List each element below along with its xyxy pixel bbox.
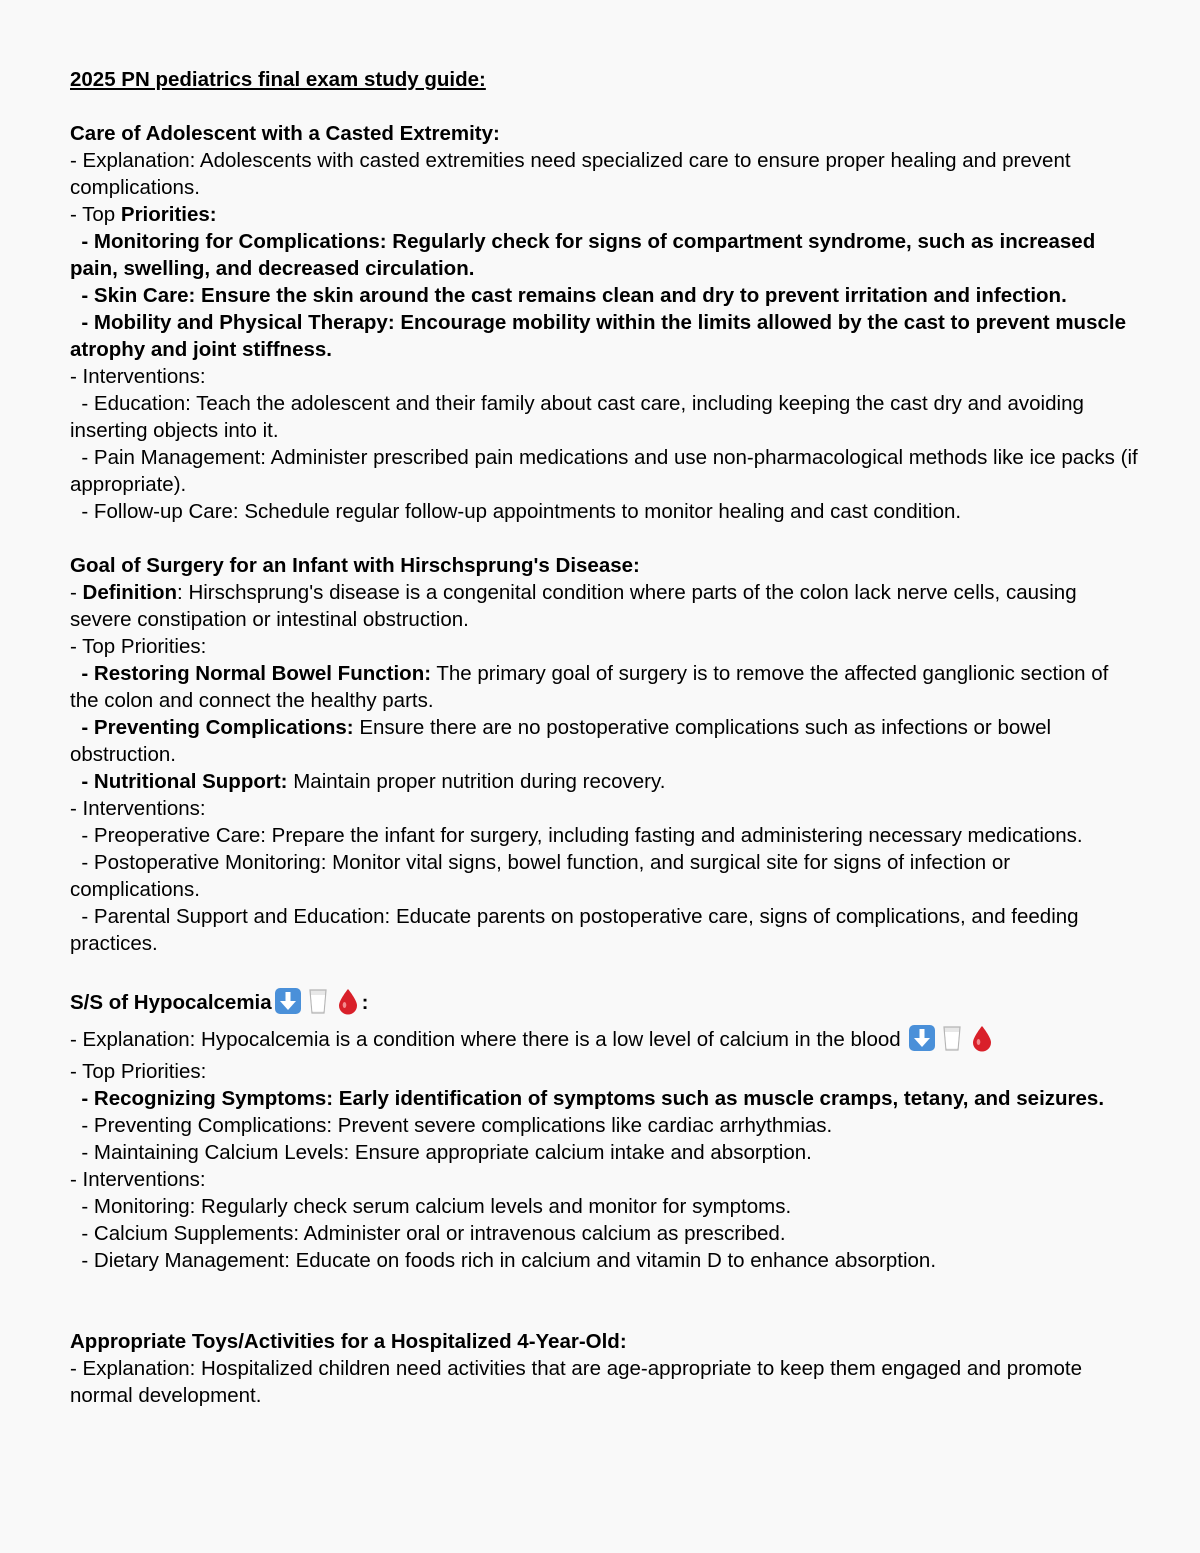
hirschsprung-interventions-label: - Interventions: [70,797,206,820]
cast-explanation: - Explanation: Adolescents with casted extremities need specialized care to ensure proper healing and prevent complications. [70,149,1077,199]
cast-priority-1: - Monitoring for Complications: Regularly check for signs of compartment syndrome, such as increased pain, swelling, and decreased circulation. [70,230,1101,280]
cast-priorities-label: Priorities: [120,203,217,226]
cast-priority-2: - Skin Care: Ensure the skin around the cast remains clean and dry to prevent irritation and infection. [70,284,1067,307]
cast-priority-3: - Mobility and Physical Therapy: Encourage mobility within the limits allowed by the cast to prevent muscle atrophy and joint stiffness. [70,311,1132,361]
cast-intervention-3: - Follow-up Care: Schedule regular follow-up appointments to monitor healing and cast condition. [70,500,962,523]
hirschsprung-definition [70,579,1140,633]
spacer [70,1274,1140,1328]
priority-text: Ensure there are no postoperative complications such as infections or bowel obstruction. [70,716,1057,766]
hirschsprung-intervention-1: - Preoperative Care: Prepare the infant for surgery, including fasting and administering necessary medications. [70,824,1083,847]
milk-glass-icon [304,987,332,1015]
hypocalcemia-heading-colon: : [361,991,369,1014]
milk-glass-icon [938,1024,966,1052]
section-heading-hypocalcemia [70,984,1140,1021]
hirschsprung-priority-3 [70,768,1140,795]
hirschsprung-priority-2 [70,714,1140,768]
hypocalcemia-priority-3: - Maintaining Calcium Levels: Ensure appropriate calcium intake and absorption. [70,1141,812,1164]
spacer [70,957,1140,984]
cast-intervention-2: - Pain Management: Administer prescribed pain medications and use non-pharmacological methods like ice packs (if appropriate). [70,446,1144,496]
hirschsprung-intervention-3: - Parental Support and Education: Educate parents on postoperative care, signs of complications, and feeding practices. [70,905,1085,955]
document-page [70,66,1144,1409]
hypocalcemia-intervention-1: - Monitoring: Regularly check serum calcium levels and monitor for symptoms. [70,1195,792,1218]
priority-text: Maintain proper nutrition during recovery. [287,770,666,793]
hypocalcemia-intervention-3: - Dietary Management: Educate on foods rich in calcium and vitamin D to enhance absorption. [70,1249,937,1272]
priority-label: - Restoring Normal Bowel Function: [70,662,432,685]
down-arrow-icon [908,1024,936,1052]
blood-drop-icon [968,1024,996,1052]
hypocalcemia-explanation-text: - Explanation: Hypocalcemia is a condition where there is a low level of calcium in the blood [70,1028,907,1051]
section-heading-toys: Appropriate Toys/Activities for a Hospitalized 4-Year-Old: [70,1330,627,1353]
spacer [70,93,1140,120]
hypocalcemia-interventions-label: - Interventions: [70,1168,206,1191]
hypocalcemia-intervention-2: - Calcium Supplements: Administer oral or intravenous calcium as prescribed. [70,1222,786,1245]
definition-label: Definition [82,581,178,604]
priority-label: - Nutritional Support: [70,770,288,793]
hirschsprung-priorities-label: - Top Priorities: [70,635,207,658]
hypocalcemia-priority-2: - Preventing Complications: Prevent severe complications like cardiac arrhythmias. [70,1114,833,1137]
definition-text: : Hirschsprung's disease is a congenital condition where parts of the colon lack nerve cells, causing severe constipation or intestinal obstruction. [70,581,1083,631]
cast-priorities-prefix: - Top [70,203,121,226]
toys-explanation: - Explanation: Hospitalized children need activities that are age-appropriate to keep them engaged and promote normal development. [70,1357,1088,1407]
section-heading-hirschsprung: Goal of Surgery for an Infant with Hirschsprung's Disease: [70,554,640,577]
section-heading-cast: Care of Adolescent with a Casted Extremity: [70,122,500,145]
priority-text: The primary goal of surgery is to remove the affected ganglionic section of the colon and connect the healthy parts. [70,662,1115,712]
spacer [70,525,1140,552]
cast-interventions-label: - Interventions: [70,365,206,388]
blood-drop-icon [334,987,362,1015]
hypocalcemia-explanation [70,1021,1140,1058]
cast-intervention-1: - Education: Teach the adolescent and their family about cast care, including keeping the cast dry and avoiding inserting objects into it. [70,392,1090,442]
hypocalcemia-heading-text: S/S of Hypocalcemia [70,991,272,1014]
hypocalcemia-priority-1: - Recognizing Symptoms: Early identification of symptoms such as muscle cramps, tetany, and seizures. [70,1087,1105,1110]
down-arrow-icon [274,987,302,1015]
cast-priorities-line [70,201,1140,228]
definition-prefix: - [70,581,83,604]
hirschsprung-priority-1 [70,660,1140,714]
priority-label: - Preventing Complications: [70,716,354,739]
hypocalcemia-priorities-label: - Top Priorities: [70,1060,207,1083]
document-title: 2025 PN pediatrics final exam study guide: [70,68,486,91]
hirschsprung-intervention-2: - Postoperative Monitoring: Monitor vital signs, bowel function, and surgical site for signs of infection or complications. [70,851,1016,901]
